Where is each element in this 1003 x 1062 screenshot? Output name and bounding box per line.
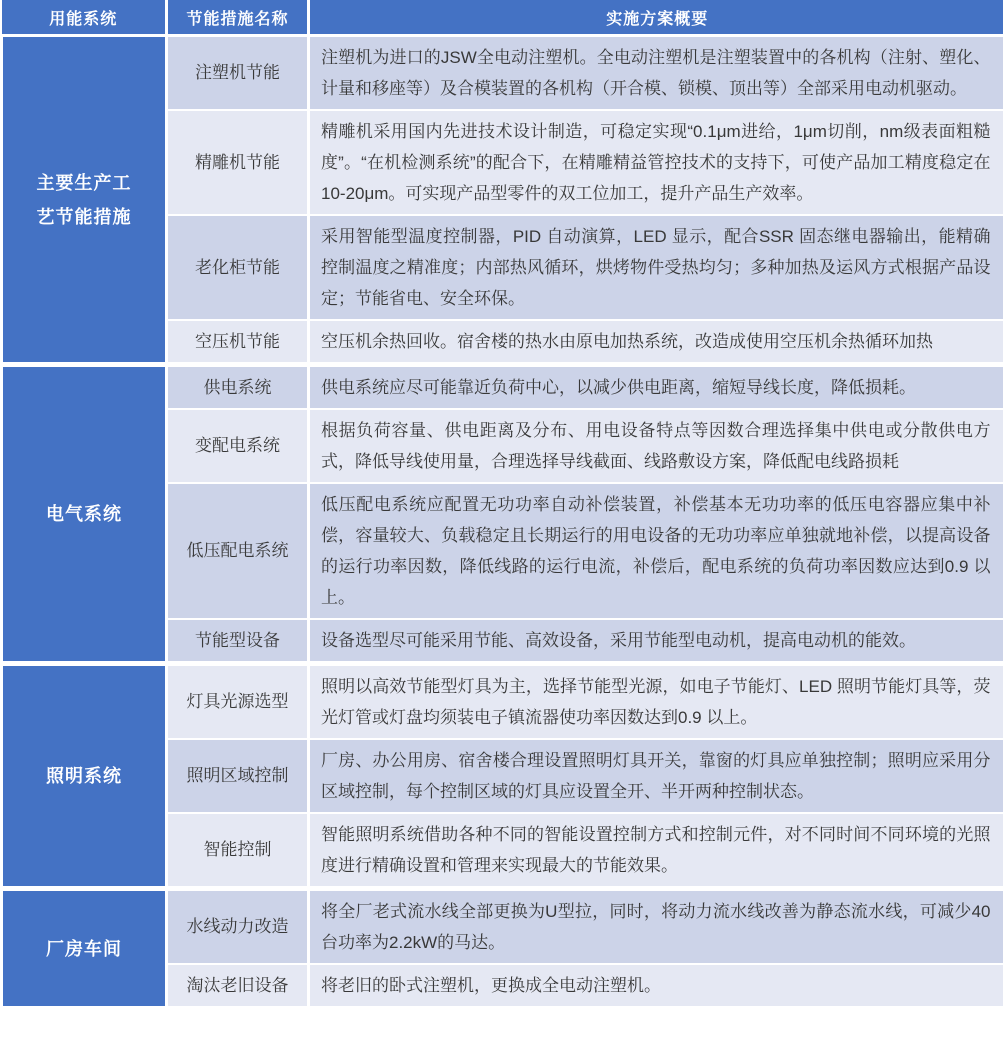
system-group-cell: 照明系统 xyxy=(2,664,167,889)
measure-name-cell: 低压配电系统 xyxy=(167,483,309,619)
summary-cell: 精雕机采用国内先进技术设计制造，可稳定实现“0.1μm进给，1μm切削，nm级表面粗糙度”。“在机检测系统”的配合下，在精雕精益管控技术的支持下，可使产品加工精度稳定在10-20μm。可实现产品型零件的双工位加工，提升产品生产效率。 xyxy=(309,110,1003,215)
table-row xyxy=(2,664,1003,740)
measure-name-cell: 节能型设备 xyxy=(167,619,309,664)
summary-cell: 根据负荷容量、供电距离及分布、用电设备特点等因数合理选择集中供电或分散供电方式，降低导线使用量，合理选择导线截面、线路敷设方案，降低配电线路损耗 xyxy=(309,409,1003,483)
summary-cell: 厂房、办公用房、宿舍楼合理设置照明灯具开关，靠窗的灯具应单独控制；照明应采用分区域控制，每个控制区域的灯具应设置全开、半开两种控制状态。 xyxy=(309,739,1003,813)
summary-cell: 注塑机为进口的JSW全电动注塑机。全电动注塑机是注塑装置中的各机构（注射、塑化、计量和移座等）及合模装置的各机构（开合模、锁模、顶出等）全部采用电动机驱动。 xyxy=(309,36,1003,111)
system-group-cell: 厂房车间 xyxy=(2,889,167,1008)
measure-name-cell: 淘汰老旧设备 xyxy=(167,964,309,1007)
system-group-cell: 电气系统 xyxy=(2,365,167,664)
column-header-summary: 实施方案概要 xyxy=(309,0,1003,36)
measure-name-cell: 注塑机节能 xyxy=(167,36,309,111)
summary-cell: 设备选型尽可能采用节能、高效设备，采用节能型电动机，提高电动机的能效。 xyxy=(309,619,1003,664)
summary-cell: 采用智能型温度控制器，PID 自动演算，LED 显示，配合SSR 固态继电器输出，能精确控制温度之精准度；内部热风循环，烘烤物件受热均匀；多种加热及运风方式根据产品设定；节能省电、安全环保。 xyxy=(309,215,1003,320)
measure-name-cell: 供电系统 xyxy=(167,365,309,410)
measure-name-cell: 照明区域控制 xyxy=(167,739,309,813)
table-header-row xyxy=(2,0,1003,36)
summary-cell: 将全厂老式流水线全部更换为U型拉，同时，将动力流水线改善为静态流水线，可减少40台功率为2.2kW的马达。 xyxy=(309,889,1003,965)
measure-name-cell: 空压机节能 xyxy=(167,320,309,365)
measure-name-cell: 水线动力改造 xyxy=(167,889,309,965)
system-group-cell: 主要生产工艺节能措施 xyxy=(2,36,167,365)
summary-cell: 空压机余热回收。宿舍楼的热水由原电加热系统，改造成使用空压机余热循环加热 xyxy=(309,320,1003,365)
measure-name-cell: 灯具光源选型 xyxy=(167,664,309,740)
measure-name-cell: 智能控制 xyxy=(167,813,309,889)
summary-cell: 将老旧的卧式注塑机，更换成全电动注塑机。 xyxy=(309,964,1003,1007)
table-row xyxy=(2,889,1003,965)
column-header-measure: 节能措施名称 xyxy=(167,0,309,36)
column-header-system: 用能系统 xyxy=(2,0,167,36)
measure-name-cell: 变配电系统 xyxy=(167,409,309,483)
table-row xyxy=(2,36,1003,111)
summary-cell: 低压配电系统应配置无功功率自动补偿装置，补偿基本无功功率的低压电容器应集中补偿，容量较大、负载稳定且长期运行的用电设备的无功功率应单独就地补偿，以提高设备的运行功率因数，降低线路的运行电流，补偿后，配电系统的负荷功率因数应达到0.9 以上。 xyxy=(309,483,1003,619)
summary-cell: 供电系统应尽可能靠近负荷中心，以减少供电距离，缩短导线长度，降低损耗。 xyxy=(309,365,1003,410)
measure-name-cell: 老化柜节能 xyxy=(167,215,309,320)
summary-cell: 照明以高效节能型灯具为主，选择节能型光源，如电子节能灯、LED 照明节能灯具等，荧光灯管或灯盘均须装电子镇流器使功率因数达到0.9 以上。 xyxy=(309,664,1003,740)
summary-cell: 智能照明系统借助各种不同的智能设置控制方式和控制元件，对不同时间不同环境的光照度进行精确设置和管理来实现最大的节能效果。 xyxy=(309,813,1003,889)
table-row xyxy=(2,365,1003,410)
measure-name-cell: 精雕机节能 xyxy=(167,110,309,215)
